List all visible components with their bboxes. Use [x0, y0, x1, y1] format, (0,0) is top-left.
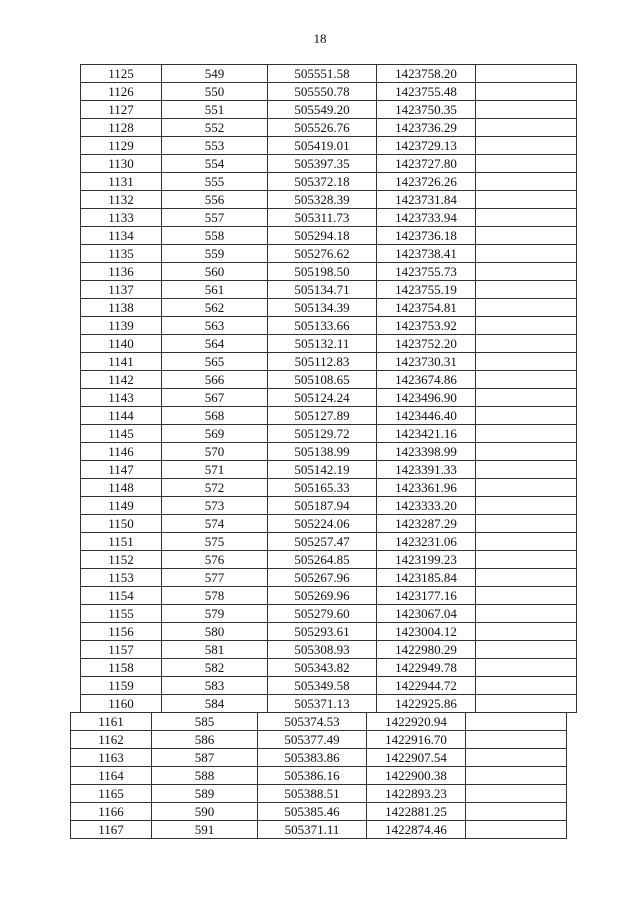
- table-row: [71, 731, 567, 749]
- empty-cell: [476, 317, 577, 335]
- empty-cell: [476, 119, 577, 137]
- point-number-cell: 573: [162, 497, 268, 515]
- x-coordinate-cell: 505142.19: [268, 461, 377, 479]
- x-coordinate-cell: 505127.89: [268, 407, 377, 425]
- point-number-cell: 572: [162, 479, 268, 497]
- table-row: [81, 335, 577, 353]
- empty-cell: [466, 803, 567, 821]
- table-row: [81, 281, 577, 299]
- table-row: [81, 623, 577, 641]
- table-row: [81, 443, 577, 461]
- empty-cell: [476, 605, 577, 623]
- table-row: [81, 461, 577, 479]
- y-coordinate-cell: 1423758.20: [377, 65, 476, 83]
- y-coordinate-cell: 1423421.16: [377, 425, 476, 443]
- empty-cell: [476, 641, 577, 659]
- x-coordinate-cell: 505550.78: [268, 83, 377, 101]
- y-coordinate-cell: 1423755.73: [377, 263, 476, 281]
- table-row: [81, 245, 577, 263]
- table-row: [71, 767, 567, 785]
- x-coordinate-cell: 505349.58: [268, 677, 377, 695]
- row-number-cell: 1161: [71, 713, 152, 731]
- point-number-cell: 563: [162, 317, 268, 335]
- point-number-cell: 589: [152, 785, 258, 803]
- x-coordinate-cell: 505124.24: [268, 389, 377, 407]
- row-number-cell: 1150: [81, 515, 162, 533]
- x-coordinate-cell: 505257.47: [268, 533, 377, 551]
- table-row: [81, 497, 577, 515]
- empty-cell: [466, 731, 567, 749]
- point-number-cell: 581: [162, 641, 268, 659]
- x-coordinate-cell: 505374.53: [258, 713, 367, 731]
- y-coordinate-cell: 1423287.29: [377, 515, 476, 533]
- row-number-cell: 1137: [81, 281, 162, 299]
- table-row: [71, 821, 567, 839]
- table-row: [81, 83, 577, 101]
- row-number-cell: 1155: [81, 605, 162, 623]
- y-coordinate-cell: 1423752.20: [377, 335, 476, 353]
- table-row: [81, 659, 577, 677]
- empty-cell: [466, 749, 567, 767]
- x-coordinate-cell: 505132.11: [268, 335, 377, 353]
- y-coordinate-cell: 1422893.23: [367, 785, 466, 803]
- y-coordinate-cell: 1423446.40: [377, 407, 476, 425]
- empty-cell: [476, 407, 577, 425]
- table-row: [81, 695, 577, 713]
- y-coordinate-cell: 1423067.04: [377, 605, 476, 623]
- empty-cell: [476, 335, 577, 353]
- point-number-cell: 565: [162, 353, 268, 371]
- table-row: [81, 569, 577, 587]
- x-coordinate-cell: 505112.83: [268, 353, 377, 371]
- point-number-cell: 587: [152, 749, 258, 767]
- table-row: [81, 209, 577, 227]
- row-number-cell: 1153: [81, 569, 162, 587]
- row-number-cell: 1164: [71, 767, 152, 785]
- row-number-cell: 1133: [81, 209, 162, 227]
- point-number-cell: 549: [162, 65, 268, 83]
- table-row: [71, 749, 567, 767]
- y-coordinate-cell: 1423755.19: [377, 281, 476, 299]
- empty-cell: [476, 587, 577, 605]
- empty-cell: [476, 101, 577, 119]
- x-coordinate-cell: 505294.18: [268, 227, 377, 245]
- empty-cell: [476, 515, 577, 533]
- row-number-cell: 1146: [81, 443, 162, 461]
- x-coordinate-cell: 505371.13: [268, 695, 377, 713]
- point-number-cell: 584: [162, 695, 268, 713]
- x-coordinate-cell: 505311.73: [268, 209, 377, 227]
- row-number-cell: 1141: [81, 353, 162, 371]
- x-coordinate-cell: 505308.93: [268, 641, 377, 659]
- point-number-cell: 576: [162, 551, 268, 569]
- row-number-cell: 1151: [81, 533, 162, 551]
- x-coordinate-cell: 505134.39: [268, 299, 377, 317]
- row-number-cell: 1156: [81, 623, 162, 641]
- empty-cell: [466, 713, 567, 731]
- y-coordinate-cell: 1423731.84: [377, 191, 476, 209]
- point-number-cell: 585: [152, 713, 258, 731]
- y-coordinate-cell: 1423674.86: [377, 371, 476, 389]
- empty-cell: [476, 263, 577, 281]
- x-coordinate-cell: 505383.86: [258, 749, 367, 767]
- table-row: [81, 551, 577, 569]
- table-row: [71, 785, 567, 803]
- y-coordinate-cell: 1423738.41: [377, 245, 476, 263]
- point-number-cell: 586: [152, 731, 258, 749]
- empty-cell: [476, 191, 577, 209]
- empty-cell: [476, 479, 577, 497]
- point-number-cell: 577: [162, 569, 268, 587]
- x-coordinate-cell: 505264.85: [268, 551, 377, 569]
- y-coordinate-cell: 1423730.31: [377, 353, 476, 371]
- x-coordinate-cell: 505372.18: [268, 173, 377, 191]
- row-number-cell: 1129: [81, 137, 162, 155]
- point-number-cell: 580: [162, 623, 268, 641]
- point-number-cell: 552: [162, 119, 268, 137]
- table-row: [81, 515, 577, 533]
- table-row: [81, 227, 577, 245]
- table-row: [81, 263, 577, 281]
- empty-cell: [476, 137, 577, 155]
- x-coordinate-cell: 505134.71: [268, 281, 377, 299]
- coordinate-table: [80, 64, 577, 713]
- table-row: [81, 191, 577, 209]
- table-row: [81, 371, 577, 389]
- empty-cell: [476, 245, 577, 263]
- point-number-cell: 590: [152, 803, 258, 821]
- row-number-cell: 1138: [81, 299, 162, 317]
- table-row: [81, 425, 577, 443]
- y-coordinate-cell: 1422881.25: [367, 803, 466, 821]
- empty-cell: [476, 389, 577, 407]
- point-number-cell: 574: [162, 515, 268, 533]
- point-number-cell: 555: [162, 173, 268, 191]
- table-row: [81, 533, 577, 551]
- y-coordinate-cell: 1423361.96: [377, 479, 476, 497]
- empty-cell: [466, 767, 567, 785]
- x-coordinate-cell: 505328.39: [268, 191, 377, 209]
- empty-cell: [476, 425, 577, 443]
- x-coordinate-cell: 505371.11: [258, 821, 367, 839]
- point-number-cell: 561: [162, 281, 268, 299]
- row-number-cell: 1134: [81, 227, 162, 245]
- y-coordinate-cell: 1423231.06: [377, 533, 476, 551]
- row-number-cell: 1139: [81, 317, 162, 335]
- y-coordinate-cell: 1423398.99: [377, 443, 476, 461]
- row-number-cell: 1163: [71, 749, 152, 767]
- table-row: [71, 713, 567, 731]
- empty-cell: [476, 695, 577, 713]
- x-coordinate-cell: 505138.99: [268, 443, 377, 461]
- table-row: [81, 317, 577, 335]
- empty-cell: [476, 371, 577, 389]
- y-coordinate-cell: 1423185.84: [377, 569, 476, 587]
- y-coordinate-cell: 1423736.18: [377, 227, 476, 245]
- x-coordinate-cell: 505343.82: [268, 659, 377, 677]
- y-coordinate-cell: 1422980.29: [377, 641, 476, 659]
- point-number-cell: 560: [162, 263, 268, 281]
- point-number-cell: 550: [162, 83, 268, 101]
- row-number-cell: 1166: [71, 803, 152, 821]
- empty-cell: [476, 677, 577, 695]
- row-number-cell: 1140: [81, 335, 162, 353]
- point-number-cell: 591: [152, 821, 258, 839]
- y-coordinate-cell: 1423333.20: [377, 497, 476, 515]
- y-coordinate-cell: 1423496.90: [377, 389, 476, 407]
- coordinate-table-body: [81, 65, 577, 713]
- empty-cell: [476, 497, 577, 515]
- coordinate-table-continued: [70, 712, 567, 839]
- y-coordinate-cell: 1423729.13: [377, 137, 476, 155]
- y-coordinate-cell: 1422900.38: [367, 767, 466, 785]
- row-number-cell: 1159: [81, 677, 162, 695]
- table-row: [81, 479, 577, 497]
- row-number-cell: 1135: [81, 245, 162, 263]
- empty-cell: [476, 281, 577, 299]
- point-number-cell: 559: [162, 245, 268, 263]
- table-row: [81, 353, 577, 371]
- point-number-cell: 556: [162, 191, 268, 209]
- row-number-cell: 1144: [81, 407, 162, 425]
- y-coordinate-cell: 1422925.86: [377, 695, 476, 713]
- empty-cell: [476, 83, 577, 101]
- point-number-cell: 568: [162, 407, 268, 425]
- row-number-cell: 1142: [81, 371, 162, 389]
- empty-cell: [476, 443, 577, 461]
- x-coordinate-cell: 505293.61: [268, 623, 377, 641]
- y-coordinate-cell: 1423004.12: [377, 623, 476, 641]
- point-number-cell: 578: [162, 587, 268, 605]
- table-row: [81, 173, 577, 191]
- point-number-cell: 571: [162, 461, 268, 479]
- point-number-cell: 551: [162, 101, 268, 119]
- page-number: 18: [313, 31, 327, 46]
- y-coordinate-cell: 1423736.29: [377, 119, 476, 137]
- x-coordinate-cell: 505267.96: [268, 569, 377, 587]
- table-row: [81, 641, 577, 659]
- point-number-cell: 566: [162, 371, 268, 389]
- empty-cell: [476, 353, 577, 371]
- y-coordinate-cell: 1423727.80: [377, 155, 476, 173]
- x-coordinate-cell: 505133.66: [268, 317, 377, 335]
- empty-cell: [466, 785, 567, 803]
- table-row: [81, 101, 577, 119]
- y-coordinate-cell: 1423726.26: [377, 173, 476, 191]
- x-coordinate-cell: 505165.33: [268, 479, 377, 497]
- row-number-cell: 1126: [81, 83, 162, 101]
- point-number-cell: 570: [162, 443, 268, 461]
- row-number-cell: 1157: [81, 641, 162, 659]
- x-coordinate-cell: 505269.96: [268, 587, 377, 605]
- empty-cell: [476, 299, 577, 317]
- table-row: [81, 587, 577, 605]
- x-coordinate-cell: 505377.49: [258, 731, 367, 749]
- y-coordinate-cell: 1423754.81: [377, 299, 476, 317]
- point-number-cell: 588: [152, 767, 258, 785]
- empty-cell: [476, 623, 577, 641]
- row-number-cell: 1125: [81, 65, 162, 83]
- x-coordinate-cell: 505129.72: [268, 425, 377, 443]
- x-coordinate-cell: 505187.94: [268, 497, 377, 515]
- table-row: [81, 137, 577, 155]
- x-coordinate-cell: 505224.06: [268, 515, 377, 533]
- row-number-cell: 1130: [81, 155, 162, 173]
- row-number-cell: 1167: [71, 821, 152, 839]
- x-coordinate-cell: 505276.62: [268, 245, 377, 263]
- point-number-cell: 553: [162, 137, 268, 155]
- x-coordinate-cell: 505526.76: [268, 119, 377, 137]
- row-number-cell: 1152: [81, 551, 162, 569]
- x-coordinate-cell: 505279.60: [268, 605, 377, 623]
- x-coordinate-cell: 505551.58: [268, 65, 377, 83]
- y-coordinate-cell: 1423750.35: [377, 101, 476, 119]
- x-coordinate-cell: 505108.65: [268, 371, 377, 389]
- point-number-cell: 564: [162, 335, 268, 353]
- row-number-cell: 1160: [81, 695, 162, 713]
- table-row: [81, 155, 577, 173]
- row-number-cell: 1149: [81, 497, 162, 515]
- empty-cell: [476, 659, 577, 677]
- empty-cell: [476, 173, 577, 191]
- row-number-cell: 1158: [81, 659, 162, 677]
- x-coordinate-cell: 505397.35: [268, 155, 377, 173]
- y-coordinate-cell: 1423199.23: [377, 551, 476, 569]
- row-number-cell: 1154: [81, 587, 162, 605]
- y-coordinate-cell: 1422949.78: [377, 659, 476, 677]
- table-row: [81, 677, 577, 695]
- empty-cell: [466, 821, 567, 839]
- empty-cell: [476, 533, 577, 551]
- row-number-cell: 1128: [81, 119, 162, 137]
- row-number-cell: 1162: [71, 731, 152, 749]
- y-coordinate-cell: 1422907.54: [367, 749, 466, 767]
- table-row: [81, 407, 577, 425]
- empty-cell: [476, 209, 577, 227]
- x-coordinate-cell: 505549.20: [268, 101, 377, 119]
- row-number-cell: 1136: [81, 263, 162, 281]
- table-row: [81, 605, 577, 623]
- table-row: [81, 119, 577, 137]
- point-number-cell: 567: [162, 389, 268, 407]
- table-row: [81, 299, 577, 317]
- x-coordinate-cell: 505419.01: [268, 137, 377, 155]
- point-number-cell: 579: [162, 605, 268, 623]
- point-number-cell: 583: [162, 677, 268, 695]
- y-coordinate-cell: 1423391.33: [377, 461, 476, 479]
- empty-cell: [476, 65, 577, 83]
- row-number-cell: 1147: [81, 461, 162, 479]
- coordinate-table-body-continued: [71, 713, 567, 839]
- row-number-cell: 1145: [81, 425, 162, 443]
- table-row: [81, 65, 577, 83]
- y-coordinate-cell: 1422944.72: [377, 677, 476, 695]
- y-coordinate-cell: 1423733.94: [377, 209, 476, 227]
- point-number-cell: 562: [162, 299, 268, 317]
- x-coordinate-cell: 505198.50: [268, 263, 377, 281]
- empty-cell: [476, 551, 577, 569]
- table-row: [81, 389, 577, 407]
- y-coordinate-cell: 1422874.46: [367, 821, 466, 839]
- empty-cell: [476, 227, 577, 245]
- row-number-cell: 1127: [81, 101, 162, 119]
- empty-cell: [476, 155, 577, 173]
- empty-cell: [476, 461, 577, 479]
- y-coordinate-cell: 1422920.94: [367, 713, 466, 731]
- empty-cell: [476, 569, 577, 587]
- y-coordinate-cell: 1423177.16: [377, 587, 476, 605]
- y-coordinate-cell: 1423755.48: [377, 83, 476, 101]
- x-coordinate-cell: 505385.46: [258, 803, 367, 821]
- point-number-cell: 558: [162, 227, 268, 245]
- row-number-cell: 1131: [81, 173, 162, 191]
- point-number-cell: 554: [162, 155, 268, 173]
- row-number-cell: 1132: [81, 191, 162, 209]
- table-row: [71, 803, 567, 821]
- row-number-cell: 1165: [71, 785, 152, 803]
- x-coordinate-cell: 505386.16: [258, 767, 367, 785]
- x-coordinate-cell: 505388.51: [258, 785, 367, 803]
- point-number-cell: 569: [162, 425, 268, 443]
- point-number-cell: 575: [162, 533, 268, 551]
- y-coordinate-cell: 1422916.70: [367, 731, 466, 749]
- row-number-cell: 1148: [81, 479, 162, 497]
- point-number-cell: 557: [162, 209, 268, 227]
- point-number-cell: 582: [162, 659, 268, 677]
- row-number-cell: 1143: [81, 389, 162, 407]
- y-coordinate-cell: 1423753.92: [377, 317, 476, 335]
